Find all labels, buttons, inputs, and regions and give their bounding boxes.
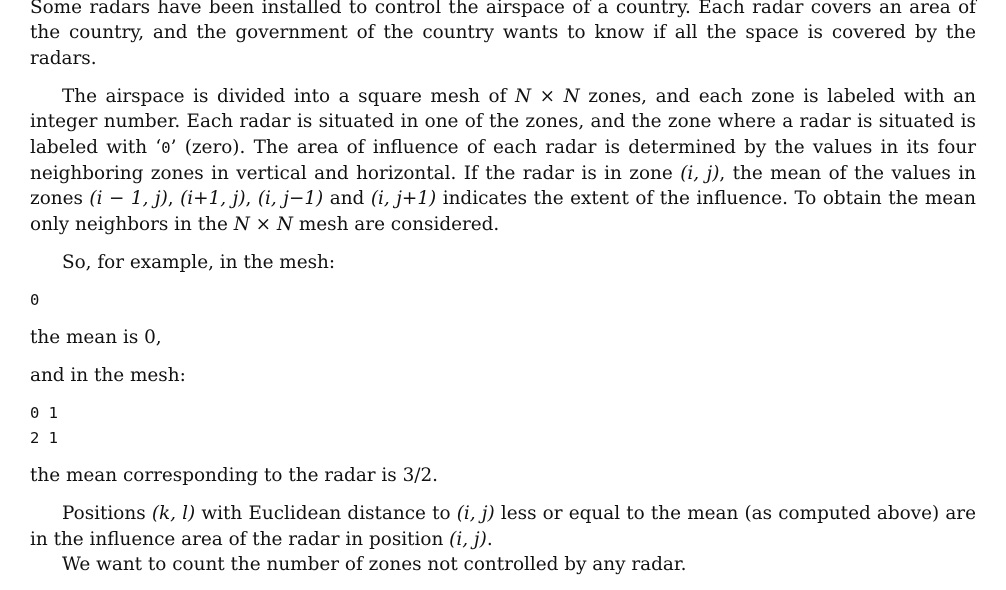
text-span: mesh are considered.	[293, 213, 500, 235]
math-nxn: N × N	[514, 85, 580, 107]
math-neighbor-up: (i − 1, j)	[89, 188, 168, 210]
text-span: ,	[167, 188, 181, 210]
math-ij: (i, j)	[449, 528, 487, 550]
text-span: zones, and each zone is labeled with an integer number. Each radar is situated in one of the zones, and the zone where a radar is situated is labeled with ‘	[30, 85, 976, 158]
influence-paragraph	[30, 501, 976, 552]
intro-paragraph: Some radars have been installed to control the airspace of a country. Each radar covers an area of the country, and the government of the country wants to know if all the space is covered by the radars.	[30, 0, 976, 69]
example-result-1: the mean is 0,	[30, 327, 162, 349]
example-intro: So, for example, in the mesh:	[62, 251, 336, 273]
example-mesh-1: 0	[30, 290, 40, 309]
text-span: indicates the extent of the influence. To obtain the mean only neighbors in the	[30, 188, 976, 235]
math-ij: (i, j)	[680, 162, 720, 184]
math-nxn: N × N	[233, 213, 294, 235]
math-kl: (k, l)	[151, 503, 196, 525]
example-mesh-2: 0 1 2 1	[30, 403, 58, 447]
text-span: less or equal to the mean (as computed above) are in the influence area of the radar in position	[30, 503, 976, 550]
text-span: and	[323, 188, 371, 210]
text-span: ’ (zero). The area of influence of each radar is determined by the values in its four neighboring zones in vertical and horizontal. If the radar is in zone	[30, 136, 976, 184]
math-neighbor-right: (i, j+1)	[370, 188, 437, 210]
example-intro-2: and in the mesh:	[30, 364, 186, 386]
math-neighbor-left: (i, j−1)	[257, 188, 324, 210]
text-span: The airspace is divided into a square mesh of	[62, 85, 515, 107]
text-span: ,	[245, 188, 258, 210]
example-result-2: the mean corresponding to the radar is 3/2.	[30, 465, 439, 487]
math-neighbor-down: (i+1, j)	[180, 188, 246, 210]
text-span: .	[486, 528, 493, 550]
math-ij: (i, j)	[456, 503, 495, 525]
task-paragraph: We want to count the number of zones not controlled by any radar.	[62, 554, 687, 576]
code-zero: 0	[161, 138, 171, 157]
problem-statement	[30, 0, 976, 590]
mesh-description-paragraph	[30, 84, 976, 237]
text-span: with Euclidean distance to	[195, 503, 457, 525]
text-span: , the mean of the values in zones	[30, 162, 977, 210]
text-span: Positions	[62, 503, 152, 525]
